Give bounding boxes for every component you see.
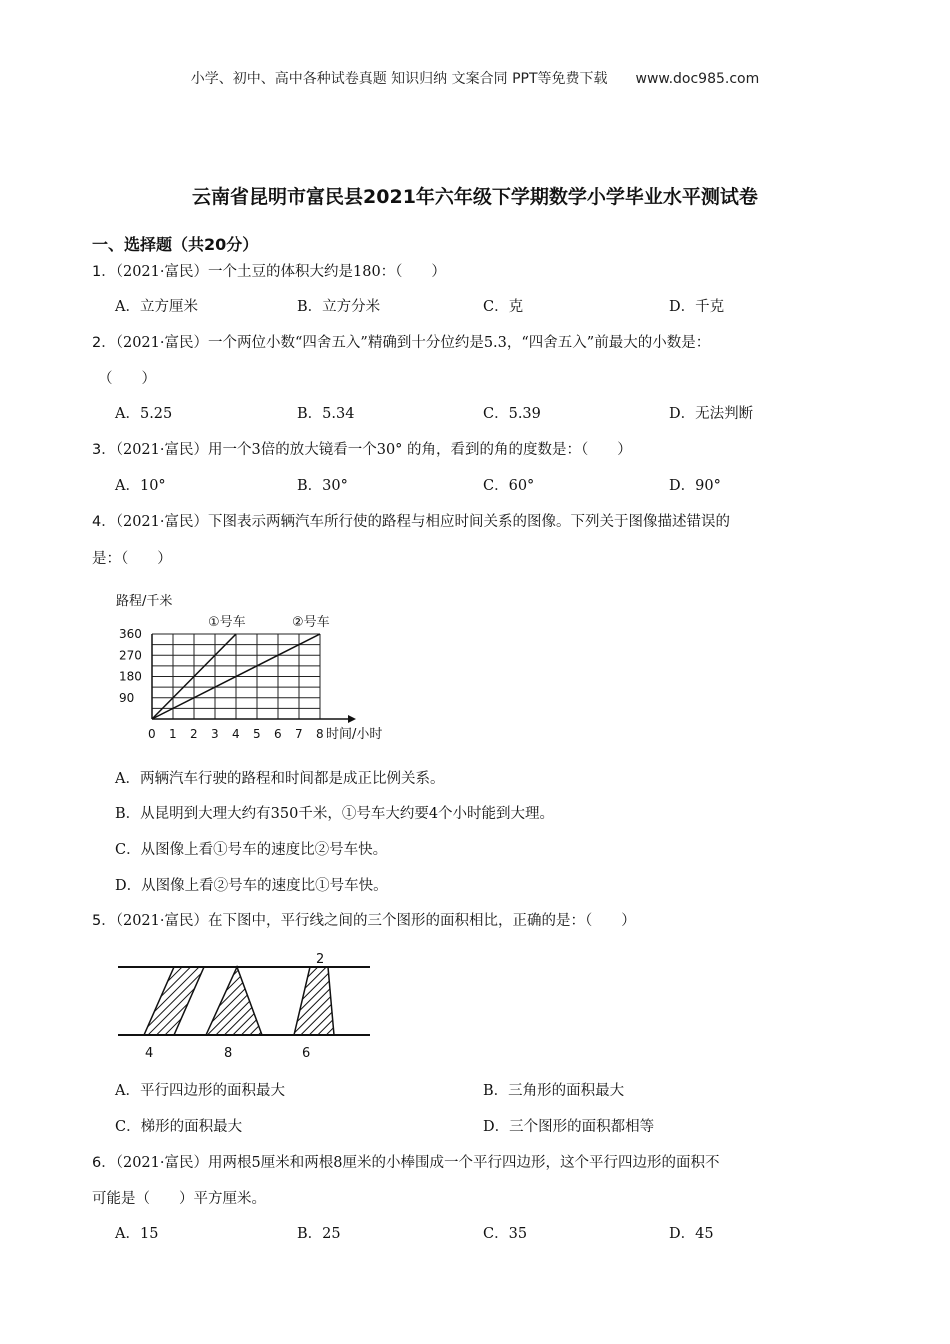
question-number: 3．: [92, 442, 116, 458]
question-3: [92, 438, 632, 459]
series-label: ②号车: [292, 615, 330, 630]
option: D．千克: [669, 299, 725, 315]
x-tick-label: 3: [211, 727, 219, 741]
y-tick-label: 90: [119, 690, 135, 705]
option: B．从昆明到大理大约有350千米，①号车大约要4个小时能到大理。: [115, 806, 555, 822]
x-axis-label: 时间/小时: [326, 727, 383, 742]
question-text-continued: 可能是（ ）平方厘米。: [92, 1191, 266, 1207]
y-tick-label: 180: [119, 669, 142, 684]
question-number: 2．: [92, 335, 116, 351]
question-number: 5．: [92, 913, 116, 929]
option: A．立方厘米: [115, 299, 198, 315]
y-axis-label: 路程/千米: [116, 594, 173, 609]
option: B．5.34: [297, 406, 355, 422]
option: C．从图像上看①号车的速度比②号车快。: [115, 842, 388, 858]
option: B．立方分米: [297, 299, 381, 315]
option: C．克: [483, 299, 524, 315]
top-label: 2: [316, 952, 325, 967]
parallel-lines-figure: [110, 945, 390, 1065]
trapezoid: [294, 967, 334, 1035]
x-axis-arrow: [348, 715, 356, 723]
option: C．60°: [483, 478, 535, 494]
option: A．5.25: [115, 406, 173, 422]
question-number: 1．: [92, 264, 116, 280]
option: D．90°: [669, 478, 721, 494]
parallelogram: [144, 967, 204, 1035]
triangle: [206, 967, 262, 1035]
option: B．30°: [297, 478, 348, 494]
option: A．15: [115, 1226, 159, 1242]
question-text: （2021·富民）用两根5厘米和两根8厘米的小棒围成一个平行四边形，这个平行四边形的面积不: [115, 1155, 720, 1171]
question-6: [92, 1151, 719, 1172]
header-site: www.doc985.com: [635, 71, 760, 87]
chart-axes: [152, 634, 356, 723]
question-text-continued: 是：（ ）: [92, 551, 172, 567]
option: A．10°: [115, 478, 166, 494]
x-tick-label: 6: [274, 727, 282, 741]
series-label: ①号车: [208, 615, 246, 630]
bottom-label: 4: [145, 1046, 154, 1061]
x-tick-label: 4: [232, 727, 240, 741]
y-tick-label: 360: [119, 627, 142, 641]
option: D．无法判断: [669, 406, 754, 422]
x-tick-label: 5: [253, 727, 261, 741]
x-tick-label: 1: [169, 727, 177, 741]
option: A．平行四边形的面积最大: [115, 1083, 285, 1099]
question-text: （2021·富民）一个土豆的体积大约是180：（ ）: [115, 264, 446, 280]
y-tick-label: 270: [119, 648, 142, 663]
question-5: [92, 909, 636, 930]
x-tick-label: 7: [295, 727, 303, 741]
option: C．5.39: [483, 406, 541, 422]
option: D．三个图形的面积都相等: [483, 1119, 655, 1135]
question-4: [92, 510, 730, 531]
question-text: （2021·富民）一个两位小数“四舍五入”精确到十分位约是5.3，“四舍五入”前最大的小数是：: [115, 335, 711, 351]
question-number: 6．: [92, 1155, 116, 1171]
paper-title: 云南省昆明市富民县2021年六年级下学期数学小学毕业水平测试卷: [192, 186, 758, 208]
bottom-label: 8: [224, 1046, 233, 1061]
option: B．25: [297, 1226, 341, 1242]
x-tick-label: 8: [316, 727, 324, 741]
question-text: （2021·富民）下图表示两辆汽车所行使的路程与相应时间关系的图像。下列关于图像描述错误的: [115, 514, 730, 530]
question-text: （2021·富民）在下图中，平行线之间的三个图形的面积相比，正确的是：（ ）: [115, 913, 636, 929]
page-header: [0, 68, 950, 88]
x-tick-label: 2: [190, 727, 198, 741]
option: C．35: [483, 1226, 528, 1242]
option: C．梯形的面积最大: [115, 1119, 243, 1135]
bottom-label: 6: [302, 1046, 311, 1061]
option: A．两辆汽车行驶的路程和时间都是成正比例关系。: [115, 771, 445, 787]
question-text: （2021·富民）用一个3倍的放大镜看一个30° 的角，看到的角的度数是：（ ）: [115, 442, 632, 458]
option: D．45: [669, 1226, 714, 1242]
header-text: 小学、初中、高中各种试卷真题 知识归纳 文案合同 PPT等免费下载: [190, 71, 608, 87]
question-2: [92, 331, 710, 352]
question-number: 4．: [92, 514, 116, 530]
option: D．从图像上看②号车的速度比①号车快。: [115, 878, 388, 894]
distance-time-chart: [100, 585, 400, 745]
question-1: [92, 260, 446, 281]
option: B．三角形的面积最大: [483, 1083, 625, 1099]
x-tick-label: 0: [148, 727, 156, 741]
section-heading: 一、选择题（共20分）: [92, 235, 259, 254]
question-text-continued: （ ）: [98, 371, 156, 387]
